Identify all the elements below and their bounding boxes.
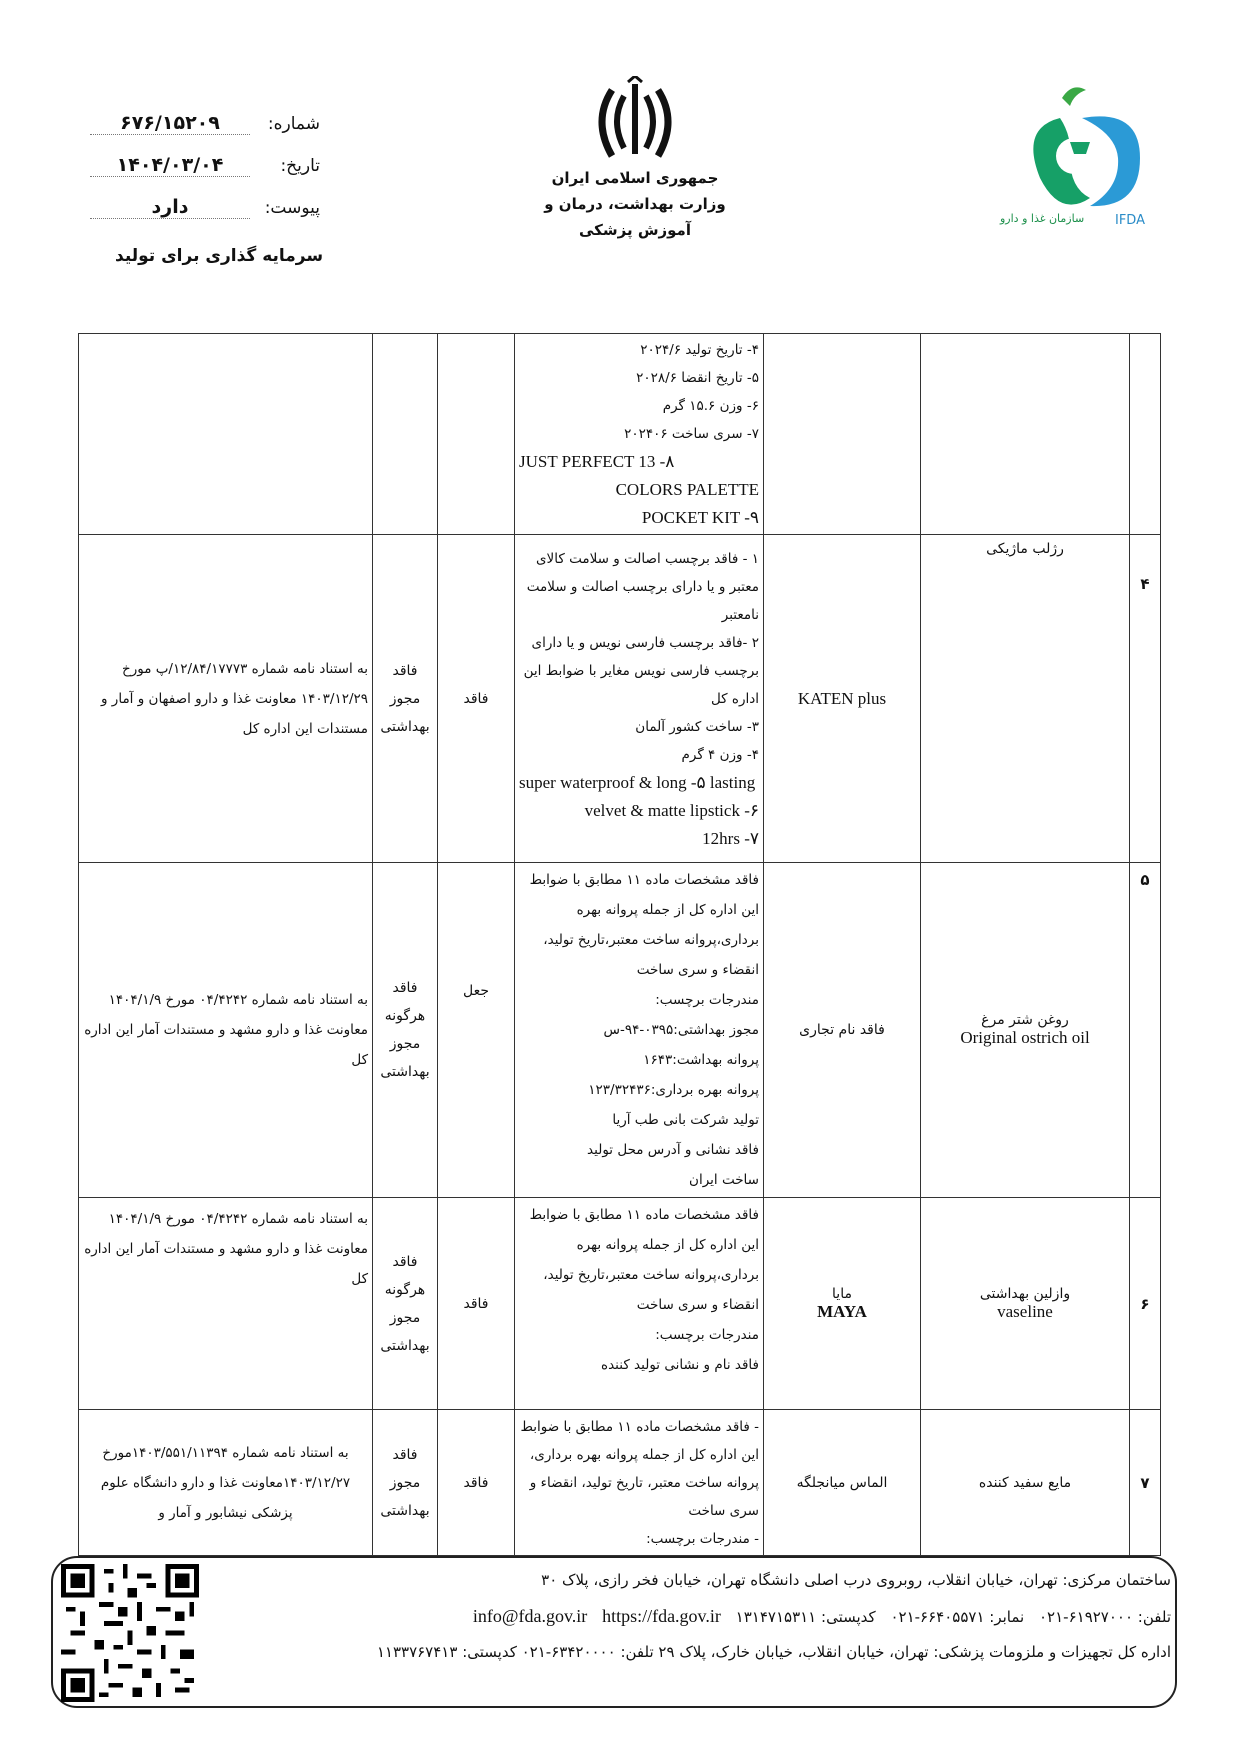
table-row [79, 334, 1161, 535]
gov-line-1: جمهوری اسلامی ایران [551, 169, 719, 187]
brand-cell [764, 334, 921, 535]
status-cell [438, 334, 515, 535]
description-cell [515, 535, 764, 863]
desc-line: ۲ -فاقد برچسب فارسی نویس و یا دارای برچسب فارسی نویس مغایر با ضوابط این اداره کل [523, 634, 759, 707]
desc-line: پروانه بهداشت:۱۶۴۳ [643, 1052, 759, 1068]
product-name-cell: رژلب ماژیکی [921, 535, 1130, 863]
table-row [79, 1410, 1161, 1556]
desc-line: ۴- تاریخ تولید ۲۰۲۴/۶ [640, 342, 759, 358]
product-name-cell [921, 863, 1130, 1198]
phone: تلفن: ۶۱۹۲۷۰۰۰-۰۲۱ [1038, 1608, 1171, 1626]
desc-line-en: 12hrs -۷ [702, 828, 759, 848]
row-number: ۷ [1130, 1410, 1161, 1556]
desc-line: ۱ - فاقد برچسب اصالت و سلامت کالای معتبر و یا دارای برچسب اصالت و سلامت نامعتبر [526, 550, 759, 623]
date-value: ۱۴۰۴/۰۳/۰۴ [90, 154, 250, 177]
status-cell: فاقد [438, 1410, 515, 1556]
description-cell [515, 334, 764, 535]
desc-line-en: COLORS PALETTE [615, 480, 759, 499]
description-cell [515, 863, 764, 1198]
qr-code-icon [61, 1564, 199, 1702]
email-link[interactable]: info@fda.gov.ir [472, 1606, 588, 1626]
footer-contact [203, 1562, 1171, 1670]
desc-line: ۴- وزن ۴ گرم [681, 746, 759, 763]
product-name: وازلین بهداشتی [979, 1285, 1071, 1302]
desc-line-en: POCKET KIT -۹ [641, 508, 759, 527]
desc-line: تولید شرکت بانی طب آریا [612, 1112, 759, 1128]
desc-line: ۶- وزن ۱۵.۶ گرم [662, 398, 759, 414]
website-link[interactable]: https://fda.gov.ir [602, 1606, 721, 1626]
government-title [520, 165, 750, 243]
document-meta [90, 112, 320, 238]
gov-line-2: وزارت بهداشت، درمان و آموزش پزشکی [544, 195, 726, 239]
product-name-cell [921, 1198, 1130, 1410]
reference-cell: به استناد نامه شماره ۱۴۰۳/۵۵۱/۱۱۳۹۴مورخ ۱۴۰۳/۱۲/۲۷معاونت غذا و دارو دانشگاه علوم پزشکی نیشابور و آمار و [79, 1410, 373, 1556]
brand-name: مایا [832, 1285, 852, 1302]
row-number: ۶ [1130, 1198, 1161, 1410]
attachment-value: دارد [90, 196, 250, 219]
iran-emblem-icon [590, 76, 680, 166]
product-name: روغن شتر مرغ [981, 1012, 1069, 1028]
row-number [1130, 334, 1161, 535]
number-row [90, 112, 320, 154]
license-cell: فاقد هرگونه مجوز بهداشتی [373, 863, 438, 1198]
desc-line: فاقد مشخصات ماده ۱۱ مطابق با ضوابط این اداره کل از جمله پروانه بهره برداری،پروانه ساخت معتبر،تاریخ تولید، انقضاء و سری ساخت [529, 1207, 759, 1313]
product-name-en: Original ostrich oil [960, 1028, 1090, 1047]
license-cell: فاقد مجوز بهداشتی [373, 535, 438, 863]
date-row [90, 154, 320, 196]
date-label: تاریخ: [280, 156, 320, 176]
desc-line-en: velvet & matte lipstick -۶ [584, 800, 759, 820]
brand-cell [764, 1198, 921, 1410]
product-name-cell: مایع سفید کننده [921, 1410, 1130, 1556]
license-cell: فاقد مجوز بهداشتی [373, 1410, 438, 1556]
row-number: ۴ [1130, 535, 1161, 863]
desc-line-en: JUST PERFECT 13 -۸ [519, 452, 675, 471]
reference-cell: به استناد نامه شماره ۱۲/۸۴/۱۷۷۷۳/پ مورخ ۱۴۰۳/۱۲/۲۹ معاونت غذا و دارو اصفهان و آمار و مستندات این اداره کل [79, 535, 373, 863]
desc-line: ۷- سری ساخت ۲۰۲۴۰۶ [624, 426, 759, 442]
license-cell [373, 334, 438, 535]
desc-line: فاقد مشخصات ماده ۱۱ مطابق با ضوابط این اداره کل از جمله پروانه بهره برداری،پروانه ساخت معتبر،تاریخ تولید، انقضاء و سری ساخت [529, 872, 759, 978]
postal-code: کدپستی: ۱۳۱۴۷۱۵۳۱۱ [735, 1608, 876, 1626]
desc-line: - مندرجات برچسب: [646, 1530, 759, 1547]
medical-equipment-address: اداره کل تجهیزات و ملزومات پزشکی: تهران، خیابان انقلاب، خیابان خارک، پلاک ۲۹ تلفن: ۶۳۴۲۰۰۰۰-۰۲۱ کدپستی: ۱۱۳۳۷۶۷۴۱۳ [376, 1643, 1171, 1661]
description-cell [515, 1198, 764, 1410]
desc-line: مندرجات برچسب: [655, 992, 759, 1008]
fda-name-en: IFDA [1115, 213, 1145, 228]
status-cell: جعل [438, 863, 515, 1198]
desc-line: مجوز بهداشتی:۰۳۹۵-۹۴-س [603, 1022, 759, 1038]
product-name-cell [921, 334, 1130, 535]
footer [51, 1556, 1177, 1708]
product-name-en: vaseline [997, 1301, 1053, 1321]
brand-cell [764, 535, 921, 863]
desc-line: مندرجات برچسب: [655, 1327, 759, 1343]
central-address: ساختمان مرکزی: تهران، خیابان انقلاب، روبروی درب اصلی دانشگاه تهران، خیابان فخر رازی، پلاک ۳۰ [541, 1571, 1171, 1589]
description-cell [515, 1410, 764, 1556]
reference-cell [79, 334, 373, 535]
brand-cell: فاقد نام تجاری [764, 863, 921, 1198]
desc-line: - فاقد مشخصات ماده ۱۱ مطابق با ضوابط این اداره کل از جمله پروانه بهره برداری، پروانه ساخت معتبر، تاریخ تولید، انقضاء و سری ساخت [520, 1418, 759, 1519]
number-label: شماره: [267, 114, 320, 134]
attachment-label: پیوست: [264, 198, 320, 218]
table-row [79, 535, 1161, 863]
status-cell: فاقد [438, 535, 515, 863]
brand-name: KATEN plus [797, 688, 887, 708]
fax: نمابر: ۶۶۴۰۵۵۷۱-۰۲۱ [890, 1608, 1025, 1626]
number-value: ۶۷۶/۱۵۲۰۹ [90, 112, 250, 135]
desc-line-en: super waterproof & long -۵ lasting [519, 772, 756, 792]
attachment-row [90, 196, 320, 238]
slogan: سرمایه گذاری برای تولید [115, 246, 324, 266]
desc-line: ۵- تاریخ انقضا ۲۰۲۸/۶ [636, 370, 759, 386]
fda-name-fa: سازمان غذا و دارو [1000, 212, 1085, 225]
desc-line: فاقد نام و نشانی تولید کننده [601, 1357, 759, 1373]
desc-line: پروانه بهره برداری:۱۲۳/۳۲۴۳۶ [588, 1082, 759, 1098]
reference-cell: به استناد نامه شماره ۰۴/۴۲۴۲ مورخ ۱۴۰۴/۱/۹ معاونت غذا و دارو مشهد و مستندات آمار این اداره کل [79, 863, 373, 1198]
contact-line [203, 1598, 1171, 1634]
status-cell: فاقد [438, 1198, 515, 1410]
table-row [79, 1198, 1161, 1410]
products-table [78, 333, 1161, 1556]
brand-name-en: MAYA [817, 1301, 867, 1321]
desc-line: ۳- ساخت کشور آلمان [635, 718, 759, 735]
reference-cell: به استناد نامه شماره ۰۴/۴۲۴۲ مورخ ۱۴۰۴/۱/۹ معاونت غذا و دارو مشهد و مستندات آمار این اداره کل [79, 1198, 373, 1410]
table-row [79, 863, 1161, 1198]
desc-line: ساخت ایران [689, 1172, 759, 1188]
license-cell: فاقد هرگونه مجوز بهداشتی [373, 1198, 438, 1410]
brand-cell: الماس میانجلگه [764, 1410, 921, 1556]
row-number: ۵ [1130, 863, 1161, 1198]
desc-line: فاقد نشانی و آدرس محل تولید [587, 1142, 759, 1158]
